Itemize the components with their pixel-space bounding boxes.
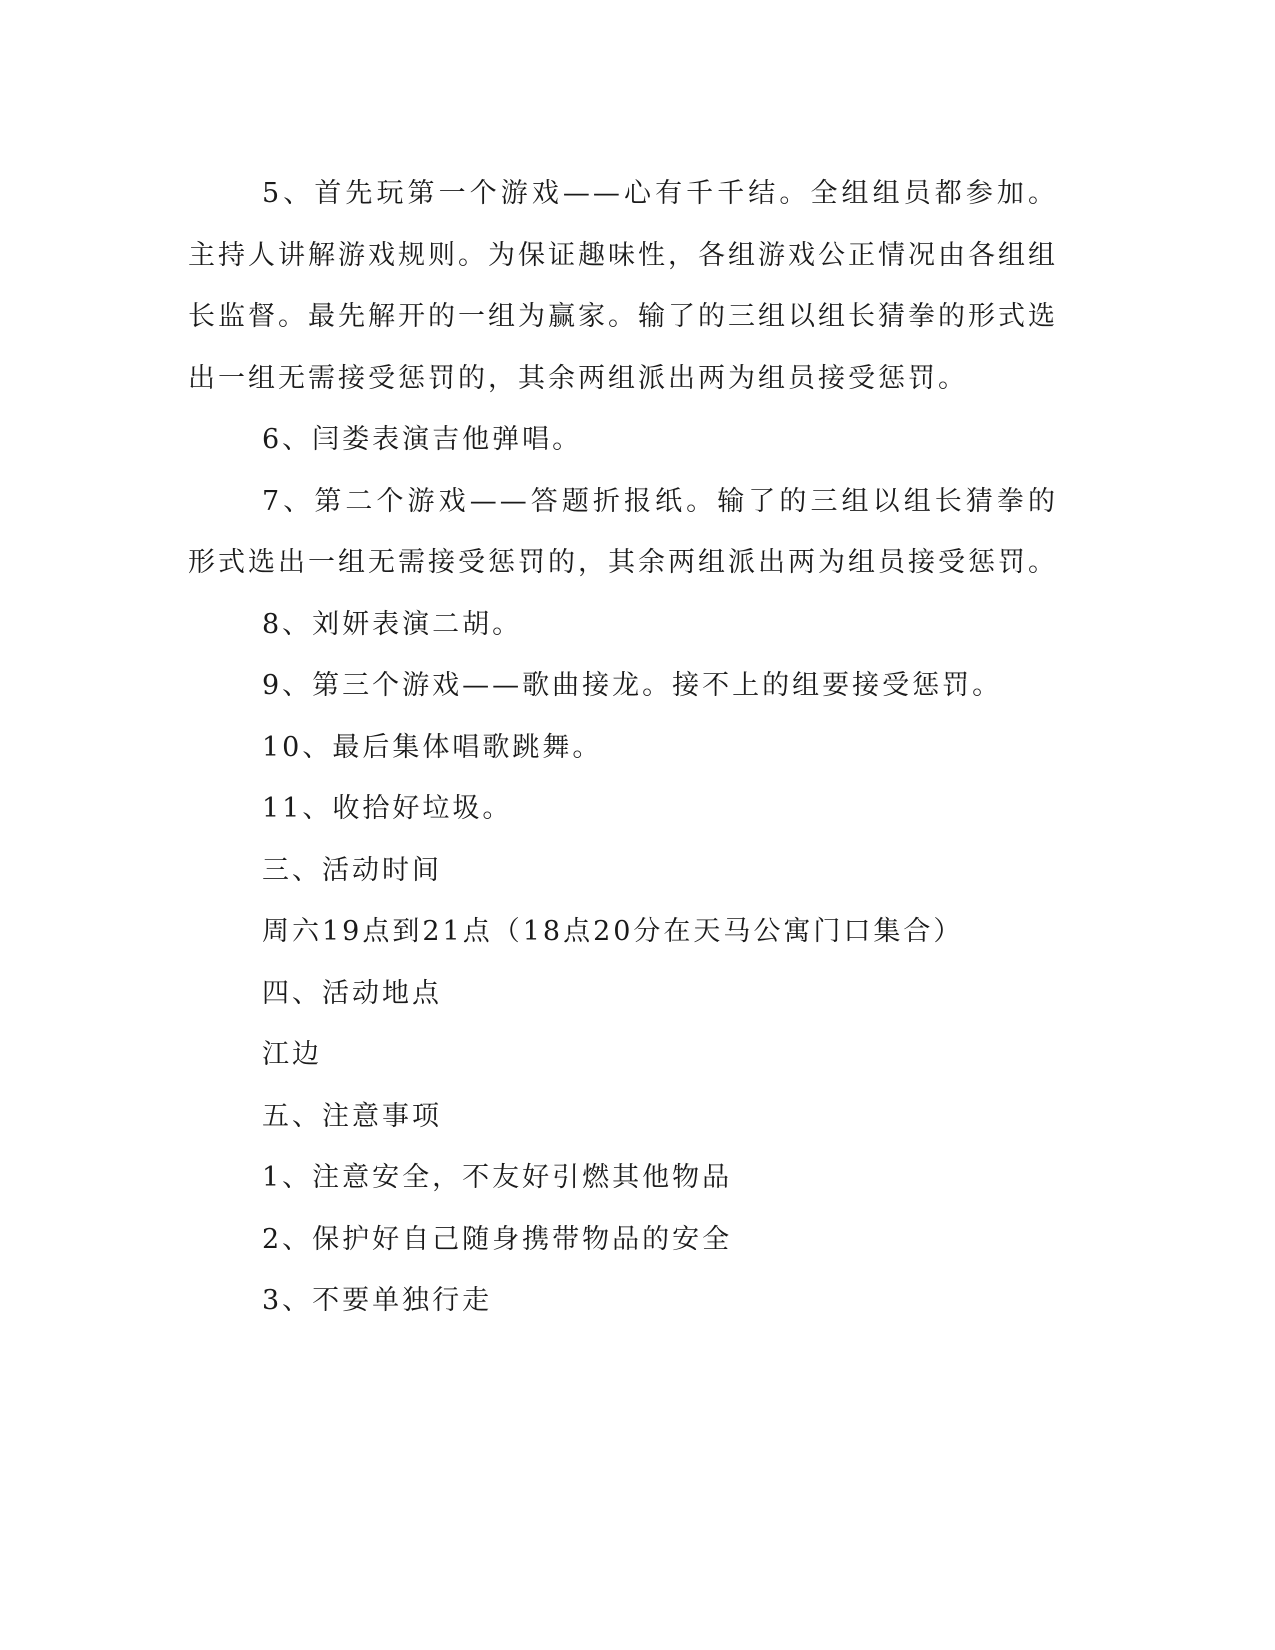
section-heading-time: 三、活动时间 (262, 854, 442, 886)
paragraph-item-7: 7、第二个游戏——答题折报纸。输了的三组以组长猜拳的形式选出一组无需接受惩罚的，其余两组派出两为组员接受惩罚。 (188, 485, 1058, 578)
note-item-2: 2、保护好自己随身携带物品的安全 (262, 1223, 733, 1255)
paragraph-item-10: 10、最后集体唱歌跳舞。 (262, 731, 603, 763)
activity-time-text: 周六19点到21点（18点20分在天马公寓门口集合） (262, 916, 964, 947)
document-body (188, 163, 1058, 1332)
paragraph-item-5: 5、首先玩第一个游戏——心有千千结。全组组员都参加。主持人讲解游戏规则。为保证趣味性，各组游戏公正情况由各组组长监督。最先解开的一组为赢家。输了的三组以组长猜拳的形式选出一组无需接受惩罚的，其余两组派出两为组员接受惩罚。 (188, 178, 1058, 394)
section-heading-notes: 五、注意事项 (262, 1100, 442, 1132)
paragraph-item-11: 11、收拾好垃圾。 (262, 793, 513, 824)
note-item-1: 1、注意安全，不友好引燃其他物品 (262, 1162, 733, 1193)
paragraph-item-6: 6、闫娄表演吉他弹唱。 (262, 424, 583, 455)
section-heading-location: 四、活动地点 (262, 977, 442, 1009)
paragraph-item-8: 8、刘妍表演二胡。 (262, 608, 523, 640)
paragraph-item-9: 9、第三个游戏——歌曲接龙。接不上的组要接受惩罚。 (262, 670, 1003, 701)
activity-location-text: 江边 (262, 1039, 322, 1070)
note-item-3: 3、不要单独行走 (262, 1285, 493, 1316)
